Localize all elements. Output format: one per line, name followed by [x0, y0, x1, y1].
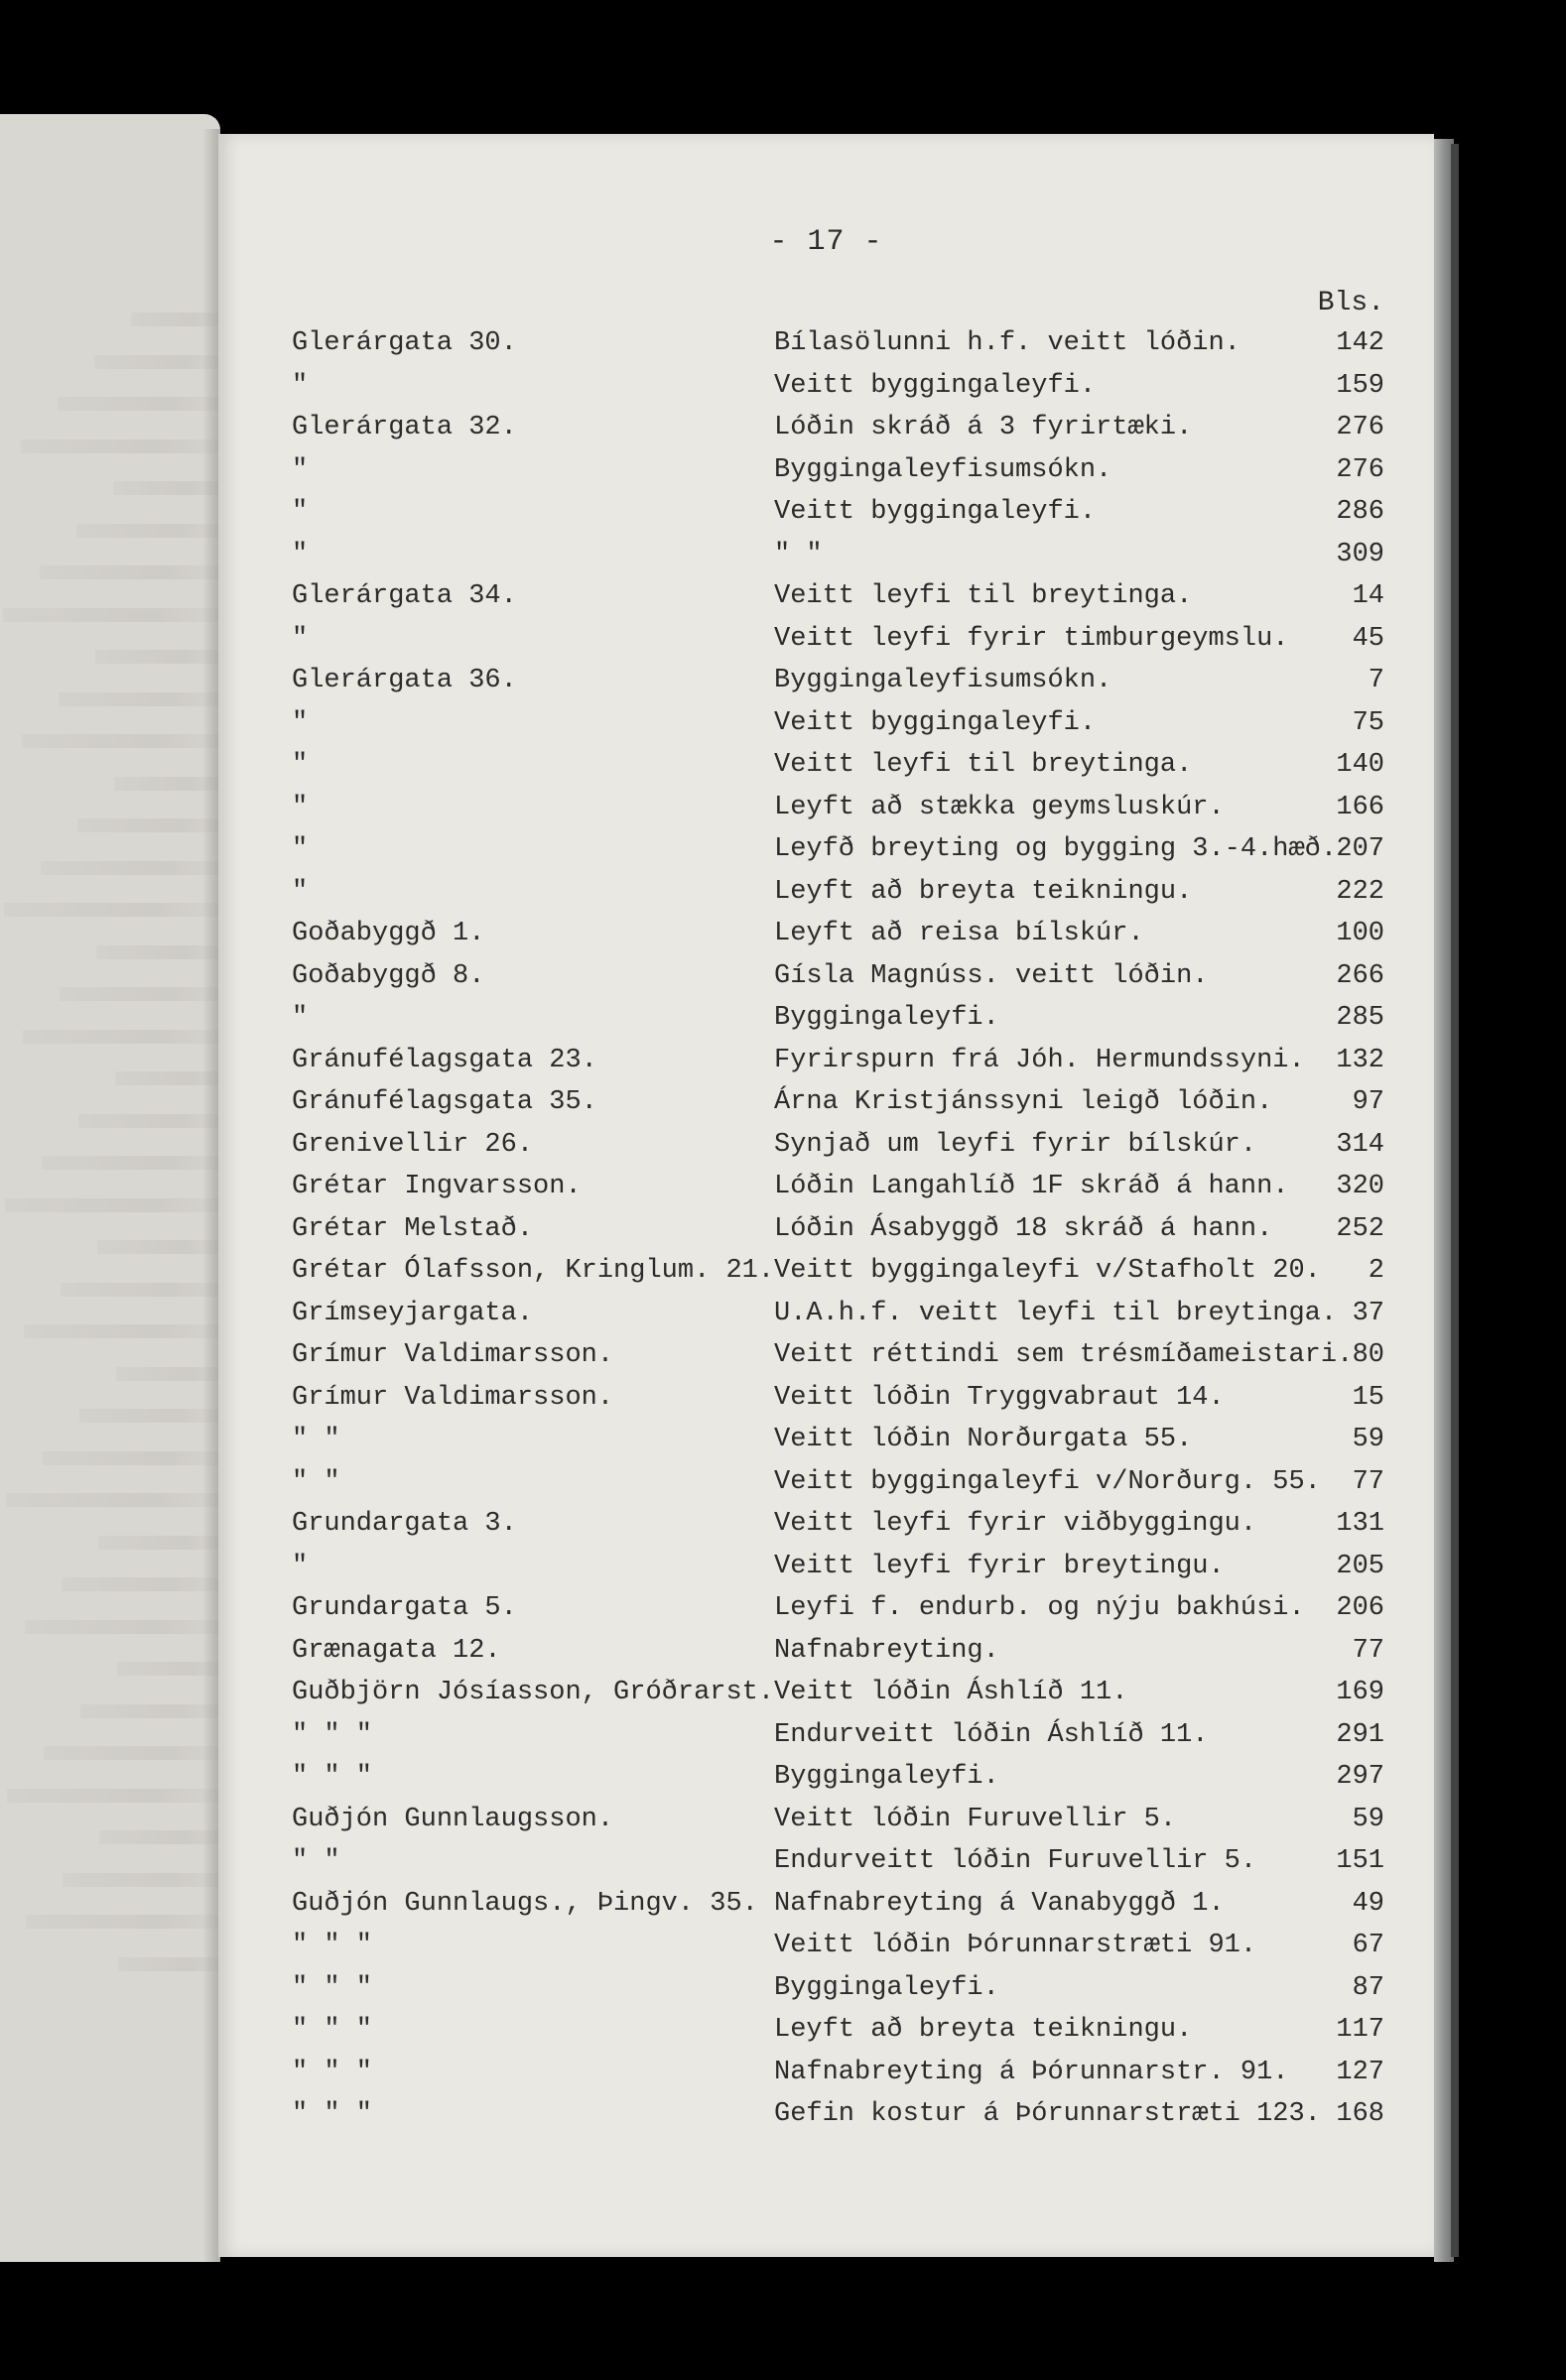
entry-name: Grundargata 3.: [292, 1509, 517, 1539]
entry-name: ": [292, 497, 309, 527]
entry-name: ": [292, 707, 309, 738]
entry-page: 320: [1336, 1172, 1384, 1201]
index-row: [218, 2015, 1434, 2058]
index-row: [218, 581, 1434, 624]
entry-page: 45: [1352, 623, 1384, 654]
entry-description: Bílasölunni h.f. veitt lóðin.: [774, 328, 1240, 358]
entry-description: Árna Kristjánssyni leigð lóðin.: [774, 1087, 1273, 1117]
entry-page: 205: [1336, 1551, 1384, 1581]
bleed-through-line: [62, 1577, 220, 1591]
index-row: [218, 1172, 1434, 1214]
index-row: [218, 1593, 1434, 1636]
entry-description: Lóðin Langahlíð 1F skráð á hann.: [774, 1172, 1289, 1201]
bleed-through-line: [94, 355, 220, 369]
entry-page: 97: [1352, 1087, 1384, 1117]
entry-description: Veitt byggingaleyfi.: [774, 707, 1097, 738]
index-row: [218, 1046, 1434, 1088]
entry-description: Veitt leyfi til breytinga.: [774, 750, 1193, 780]
entry-page: 206: [1336, 1593, 1384, 1623]
entry-name: Goðabyggð 1.: [292, 919, 485, 948]
index-row: [218, 1846, 1434, 1889]
bleed-through-line: [23, 1030, 220, 1044]
index-row: [218, 961, 1434, 1004]
index-row: [218, 1889, 1434, 1932]
entry-name: ": [292, 370, 309, 401]
index-list: [218, 328, 1434, 2142]
bleed-through-line: [4, 903, 220, 917]
entry-name: Glerárgata 32.: [292, 413, 517, 442]
entry-description: U.A.h.f. veitt leyfi til breytinga.: [774, 1298, 1338, 1328]
bleed-through-line: [41, 861, 220, 875]
index-row: [218, 793, 1434, 835]
entry-page: 276: [1336, 413, 1384, 442]
index-row: [218, 877, 1434, 920]
bleed-through-line: [22, 734, 220, 748]
entry-description: Byggingaleyfisumsókn.: [774, 666, 1112, 695]
entry-name: Glerárgata 30.: [292, 328, 517, 358]
entry-page: 169: [1336, 1678, 1384, 1707]
entry-page: 222: [1336, 876, 1384, 907]
entry-name: Grímseyjargata.: [292, 1298, 534, 1328]
entry-description: Leyft að reisa bílskúr.: [774, 919, 1144, 948]
entry-name: " ": [292, 1846, 340, 1876]
entry-description: Nafnabreyting á Vanabyggð 1.: [774, 1888, 1225, 1919]
bleed-through-line: [59, 692, 220, 706]
entry-description: Veitt lóðin Norðurgata 55.: [774, 1425, 1193, 1454]
entry-description: Leyft að breyta teikningu.: [774, 2015, 1193, 2045]
index-row: [218, 666, 1434, 708]
bleed-through-line: [58, 397, 220, 411]
entry-name: " " ": [292, 1762, 373, 1792]
entry-description: Byggingaleyfi.: [774, 1762, 999, 1792]
bleed-through-line: [63, 1873, 220, 1887]
entry-page: 2: [1368, 1256, 1384, 1286]
entry-page: 59: [1352, 1804, 1384, 1834]
entry-name: Grétar Melstað.: [292, 1213, 534, 1244]
entry-description: Byggingaleyfisumsókn.: [774, 454, 1112, 485]
bleed-through-line: [78, 1114, 220, 1128]
entry-page: 49: [1352, 1888, 1384, 1919]
bleed-through-line: [43, 1451, 220, 1465]
entry-description: Endurveitt lóðin Áshlíð 11.: [774, 1719, 1209, 1750]
entry-page: 159: [1336, 370, 1384, 401]
index-row: [218, 371, 1434, 414]
entry-page: 77: [1352, 1466, 1384, 1497]
entry-description: Leyfi f. endurb. og nýju bakhúsi.: [774, 1593, 1305, 1623]
entry-page: 151: [1336, 1846, 1384, 1876]
index-row: [218, 1425, 1434, 1467]
bleed-through-line: [3, 608, 220, 622]
index-row: [218, 413, 1434, 455]
entry-name: ": [292, 454, 309, 485]
entry-description: Byggingaleyfi.: [774, 1003, 999, 1033]
entry-name: Grenivellir 26.: [292, 1129, 534, 1160]
index-row: [218, 2099, 1434, 2142]
entry-description: Veitt lóðin Þórunnarstræti 91.: [774, 1931, 1257, 1960]
page-stack-shadow: [1451, 144, 1459, 2257]
bleed-through-line: [40, 565, 220, 579]
entry-page: 80: [1352, 1340, 1384, 1370]
entry-name: ": [292, 876, 309, 907]
index-row: [218, 1299, 1434, 1341]
entry-description: Veitt leyfi fyrir viðbyggingu.: [774, 1509, 1257, 1539]
bleed-through-line: [77, 818, 220, 832]
entry-name: Guðbjörn Jósíasson, Gróðrarst.: [292, 1678, 775, 1707]
entry-name: " ": [292, 1466, 340, 1497]
entry-name: Glerárgata 34.: [292, 581, 517, 611]
entry-name: Grétar Ingvarsson.: [292, 1172, 582, 1201]
entry-page: 252: [1336, 1213, 1384, 1244]
entry-name: ": [292, 834, 309, 864]
facing-page: [0, 114, 220, 2262]
entry-name: " " ": [292, 1719, 373, 1750]
entry-description: Veitt leyfi fyrir timburgeymslu.: [774, 623, 1289, 654]
entry-name: Guðjón Gunnlaugsson.: [292, 1804, 614, 1834]
index-row: [218, 1130, 1434, 1173]
entry-page: 131: [1336, 1509, 1384, 1539]
entry-name: Grétar Ólafsson, Kringlum. 21.: [292, 1256, 775, 1286]
entry-description: Gísla Magnúss. veitt lóðin.: [774, 960, 1209, 991]
entry-name: Guðjón Gunnlaugs., Þingv. 35.: [292, 1888, 758, 1919]
entry-page: 314: [1336, 1129, 1384, 1160]
bleed-through-line: [26, 1915, 220, 1929]
entry-name: " ": [292, 1425, 340, 1454]
index-row: [218, 1087, 1434, 1130]
index-row: [218, 750, 1434, 793]
index-row: [218, 1467, 1434, 1510]
entry-name: ": [292, 750, 309, 780]
entry-page: 297: [1336, 1762, 1384, 1792]
entry-description: Synjað um leyfi fyrir bílskúr.: [774, 1129, 1257, 1160]
index-row: [218, 497, 1434, 540]
entry-name: Goðabyggð 8.: [292, 960, 485, 991]
entry-page: 127: [1336, 2057, 1384, 2087]
index-row: [218, 1973, 1434, 2016]
index-row: [218, 1256, 1434, 1299]
entry-description: Veitt byggingaleyfi v/Norðurg. 55.: [774, 1466, 1321, 1497]
entry-description: Leyft að stækka geymsluskúr.: [774, 792, 1225, 822]
index-row: [218, 455, 1434, 498]
entry-description: Byggingaleyfi.: [774, 1972, 999, 2003]
entry-page: 276: [1336, 454, 1384, 485]
entry-name: ": [292, 792, 309, 822]
entry-description: Lóðin Ásabyggð 18 skráð á hann.: [774, 1213, 1273, 1244]
index-row: [218, 1214, 1434, 1257]
entry-page: 140: [1336, 750, 1384, 780]
index-row: [218, 1509, 1434, 1552]
entry-name: Gránufélagsgata 35.: [292, 1087, 597, 1117]
entry-description: Leyft að breyta teikningu.: [774, 876, 1193, 907]
bleed-through-line: [42, 1156, 220, 1170]
entry-page: 207: [1336, 834, 1384, 864]
entry-page: 100: [1336, 919, 1384, 948]
entry-description: Veitt lóðin Tryggvabraut 14.: [774, 1382, 1225, 1413]
index-row: [218, 1720, 1434, 1763]
entry-page: 309: [1336, 539, 1384, 569]
index-row: [218, 834, 1434, 877]
bleed-through-line: [44, 1746, 220, 1760]
entry-name: Grímur Valdimarsson.: [292, 1382, 614, 1413]
entry-page: 132: [1336, 1045, 1384, 1075]
entry-name: " " ": [292, 1931, 373, 1960]
bleed-through-line: [5, 1198, 220, 1212]
entry-description: Endurveitt lóðin Furuvellir 5.: [774, 1846, 1257, 1876]
page-number: - 17 -: [769, 225, 883, 259]
entry-description: Veitt réttindi sem trésmíðameistari.: [774, 1340, 1354, 1370]
entry-page: 117: [1336, 2015, 1384, 2045]
index-row: [218, 328, 1434, 371]
entry-description: Fyrirspurn frá Jóh. Hermundssyni.: [774, 1045, 1305, 1075]
index-row: [218, 1383, 1434, 1426]
entry-description: Veitt leyfi fyrir breytingu.: [774, 1551, 1225, 1581]
index-row: [218, 1678, 1434, 1720]
index-row: [218, 708, 1434, 751]
entry-description: Leyfð breyting og bygging 3.-4.hæð.: [774, 834, 1338, 864]
entry-description: Veitt lóðin Áshlíð 11.: [774, 1678, 1128, 1707]
entry-description: Nafnabreyting á Þórunnarstr. 91.: [774, 2057, 1289, 2087]
entry-name: " " ": [292, 1972, 373, 2003]
index-row: [218, 624, 1434, 667]
entry-name: Grænagata 12.: [292, 1635, 501, 1666]
bleed-through-line: [60, 987, 220, 1001]
index-row: [218, 2058, 1434, 2100]
index-row: [218, 919, 1434, 961]
bleed-through-line: [61, 1283, 220, 1297]
entry-name: " " ": [292, 2099, 373, 2129]
entry-name: Gránufélagsgata 23.: [292, 1045, 597, 1075]
entry-description: Veitt byggingaleyfi.: [774, 370, 1097, 401]
index-row: [218, 1636, 1434, 1679]
index-row: [218, 1762, 1434, 1805]
entry-page: 7: [1368, 666, 1384, 695]
entry-description: Gefin kostur á Þórunnarstræti 123.: [774, 2099, 1321, 2129]
entry-description: Veitt lóðin Furuvellir 5.: [774, 1804, 1177, 1834]
index-row: [218, 1931, 1434, 1973]
entry-name: Grímur Valdimarsson.: [292, 1340, 614, 1370]
entry-page: 166: [1336, 792, 1384, 822]
entry-page: 142: [1336, 328, 1384, 358]
entry-description: Nafnabreyting.: [774, 1635, 999, 1666]
entry-name: ": [292, 539, 309, 569]
entry-page: 266: [1336, 960, 1384, 991]
entry-description: Veitt byggingaleyfi.: [774, 497, 1097, 527]
bleed-through-line: [24, 1324, 220, 1338]
entry-page: 15: [1352, 1382, 1384, 1413]
bleed-through-line: [76, 524, 220, 538]
entry-description: Veitt byggingaleyfi v/Stafholt 20.: [774, 1256, 1321, 1286]
bleed-through-line: [25, 1620, 220, 1634]
entry-name: Glerárgata 36.: [292, 666, 517, 695]
entry-description: Veitt leyfi til breytinga.: [774, 581, 1193, 611]
index-row: [218, 1805, 1434, 1847]
entry-page: 59: [1352, 1425, 1384, 1454]
bleed-through-line: [7, 1789, 220, 1803]
entry-page: 75: [1352, 707, 1384, 738]
entry-page: 168: [1336, 2099, 1384, 2129]
entry-name: ": [292, 1551, 309, 1581]
index-row: [218, 540, 1434, 582]
entry-page: 286: [1336, 497, 1384, 527]
entry-page: 67: [1352, 1931, 1384, 1960]
entry-name: Grundargata 5.: [292, 1593, 517, 1623]
index-row: [218, 1552, 1434, 1594]
entry-page: 77: [1352, 1635, 1384, 1666]
entry-page: 14: [1352, 581, 1384, 611]
entry-page: 87: [1352, 1972, 1384, 2003]
entry-name: " " ": [292, 2015, 373, 2045]
entry-name: " " ": [292, 2057, 373, 2087]
entry-description: " ": [774, 539, 823, 569]
entry-page: 285: [1336, 1003, 1384, 1033]
entry-page: 37: [1352, 1298, 1384, 1328]
entry-description: Lóðin skráð á 3 fyrirtæki.: [774, 413, 1193, 442]
index-row: [218, 1340, 1434, 1383]
bleed-through-line: [21, 439, 220, 453]
entry-name: ": [292, 623, 309, 654]
bleed-through-line: [6, 1493, 220, 1507]
page-column-header: Bls.: [1317, 288, 1384, 318]
document-page: [218, 134, 1434, 2257]
bleed-through-line: [80, 1704, 220, 1718]
entry-page: 291: [1336, 1719, 1384, 1750]
entry-name: ": [292, 1003, 309, 1033]
index-row: [218, 1003, 1434, 1046]
bleed-through-line: [79, 1409, 220, 1423]
